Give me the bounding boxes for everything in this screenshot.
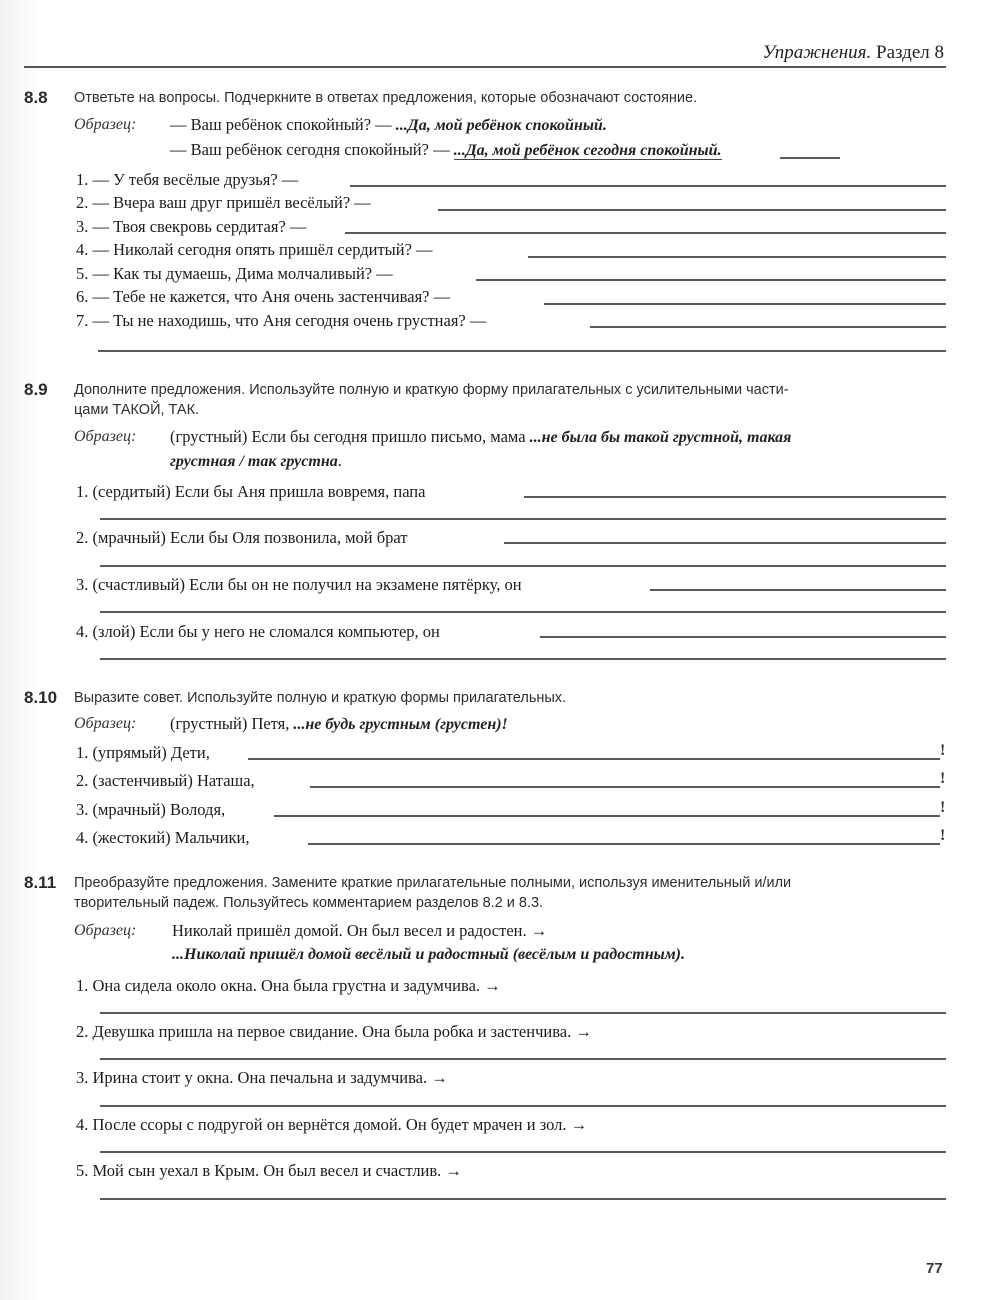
list-item: 2. (застенчивый) Наташа, [76, 771, 255, 790]
sample-line-8-10 [170, 714, 508, 734]
list-item: 4. После ссоры с подругой он вернётся домой. Он будет мрачен и зол. → [76, 1115, 588, 1134]
answer-line[interactable] [100, 1012, 946, 1014]
list-item: 5. — Как ты думаешь, Дима молчаливый? — [76, 264, 393, 283]
exercise-number-8-8: 8.8 [24, 88, 48, 107]
sample-answer-8-11: ...Николай пришёл домой весёлый и радостный (весёлым и радостным). [172, 946, 686, 963]
answer-line[interactable] [98, 350, 946, 352]
exercise-instruction-8-11-cont: творительный падеж. Пользуйтесь комментарием разделов 8.2 и 8.3. [74, 895, 544, 911]
list-item: 2. Девушка пришла на первое свидание. Она была робка и застенчива. → [76, 1022, 592, 1041]
header-title [762, 42, 944, 64]
exercise-instruction-8-8: Ответьте на вопросы. Подчеркните в ответах предложения, которые обозначают состояние. [74, 90, 698, 106]
list-item: 1. (упрямый) Дети, [76, 743, 210, 762]
list-item: 4. (жестокий) Мальчики, [76, 828, 250, 847]
list-item: 4. (злой) Если бы у него не сломался компьютер, он [76, 622, 440, 641]
page-edge-shadow [0, 0, 38, 1300]
sample-label-8-8: Образец: [74, 116, 137, 133]
header-title-section: Раздел 8 [871, 42, 944, 63]
page-number: 77 [926, 1260, 943, 1277]
answer-line[interactable] [345, 232, 946, 234]
list-item: 1. — У тебя весёлые друзья? — [76, 170, 299, 189]
exclamation-mark: ! [940, 827, 946, 844]
answer-line[interactable] [540, 636, 946, 638]
answer-line[interactable] [100, 1151, 946, 1153]
sample-line-2-8-8 [170, 140, 722, 160]
answer-line[interactable] [590, 326, 946, 328]
list-item: 3. Ирина стоит у окна. Она печальна и задумчива. → [76, 1068, 448, 1087]
sample-line-2-8-9 [170, 451, 342, 471]
answer-line[interactable] [438, 209, 946, 211]
sample-line-1-8-9 [170, 427, 791, 447]
sample-answer: ...не будь грустным (грустен)! [289, 716, 508, 733]
answer-line[interactable] [100, 1058, 946, 1060]
answer-line[interactable] [504, 542, 946, 544]
answer-line[interactable] [100, 565, 946, 567]
answer-line[interactable] [100, 658, 946, 660]
exercise-instruction-8-9-cont: цами ТАКОЙ, ТАК. [74, 402, 200, 418]
sample-answer: ...не была бы такой грустной, такая [529, 429, 792, 446]
list-item: 3. (мрачный) Володя, [76, 800, 226, 819]
exclamation-mark: ! [940, 770, 946, 787]
sample-line-1-8-8 [170, 115, 607, 135]
exercise-number-8-9: 8.9 [24, 380, 48, 399]
sample-end: . [337, 451, 342, 470]
list-item: 1. Она сидела около окна. Она была грустна и задумчива. → [76, 976, 501, 995]
sample-label-8-11: Образец: [74, 922, 137, 939]
exercise-instruction-8-10: Выразите совет. Используйте полную и краткую формы прилагательных. [74, 690, 567, 706]
sample-answer-cont: грустная / так грустна [170, 453, 338, 470]
answer-line[interactable] [308, 843, 940, 845]
header-title-italic: Упражнения. [762, 42, 872, 63]
list-item: 7. — Ты не находишь, что Аня сегодня очень грустная? — [76, 311, 487, 330]
answer-line[interactable] [100, 1105, 946, 1107]
answer-line[interactable] [650, 589, 946, 591]
exclamation-mark: ! [940, 742, 946, 759]
list-item: 1. (сердитый) Если бы Аня пришла вовремя, папа [76, 482, 426, 501]
answer-line[interactable] [524, 496, 946, 498]
answer-line[interactable] [100, 1198, 946, 1200]
answer-line[interactable] [350, 185, 946, 187]
exercise-number-8-10: 8.10 [24, 688, 58, 707]
list-item: 6. — Тебе не кажется, что Аня очень застенчивая? — [76, 287, 451, 306]
answer-line[interactable] [248, 758, 940, 760]
answer-line[interactable] [528, 256, 946, 258]
answer-line[interactable] [476, 279, 946, 281]
sample-text-8-11: Николай пришёл домой. Он был весел и радостен. → [172, 921, 548, 940]
sample-answer-underlined: ...Да, мой ребёнок сегодня спокойный. [453, 142, 722, 159]
answer-line[interactable] [310, 786, 940, 788]
sample-label-8-9: Образец: [74, 428, 137, 445]
sample-question: — Ваш ребёнок сегодня спокойный? — [170, 140, 450, 159]
sample-text: (грустный) Если бы сегодня пришло письмо, мама [170, 427, 526, 446]
sample-answer: ...Да, мой ребёнок спокойный. [395, 117, 607, 134]
answer-line[interactable] [100, 611, 946, 613]
list-item: 3. (счастливый) Если бы он не получил на экзамене пятёрку, он [76, 575, 522, 594]
exercise-number-8-11: 8.11 [24, 873, 57, 892]
list-item: 4. — Николай сегодня опять пришёл сердитый? — [76, 240, 433, 259]
answer-line[interactable] [544, 303, 946, 305]
list-item: 2. (мрачный) Если бы Оля позвонила, мой брат [76, 528, 408, 547]
sample-label-8-10: Образец: [74, 715, 137, 732]
answer-line[interactable] [274, 815, 940, 817]
answer-line[interactable] [100, 518, 946, 520]
exercise-instruction-8-9: Дополните предложения. Используйте полную и краткую форму прилагательных с усилительными части- [74, 382, 789, 398]
exclamation-mark: ! [940, 799, 946, 816]
exercise-instruction-8-11: Преобразуйте предложения. Замените краткие прилагательные полными, используя именительный и/или [74, 875, 792, 891]
sample-underline-tail [780, 157, 840, 159]
running-header [24, 40, 946, 68]
list-item: 2. — Вчера ваш друг пришёл весёлый? — [76, 193, 371, 212]
sample-text: (грустный) Петя, [170, 714, 290, 733]
list-item: 3. — Твоя свекровь сердитая? — [76, 217, 307, 236]
sample-question: — Ваш ребёнок спокойный? — [170, 115, 392, 134]
list-item: 5. Мой сын уехал в Крым. Он был весел и счастлив. → [76, 1161, 462, 1180]
